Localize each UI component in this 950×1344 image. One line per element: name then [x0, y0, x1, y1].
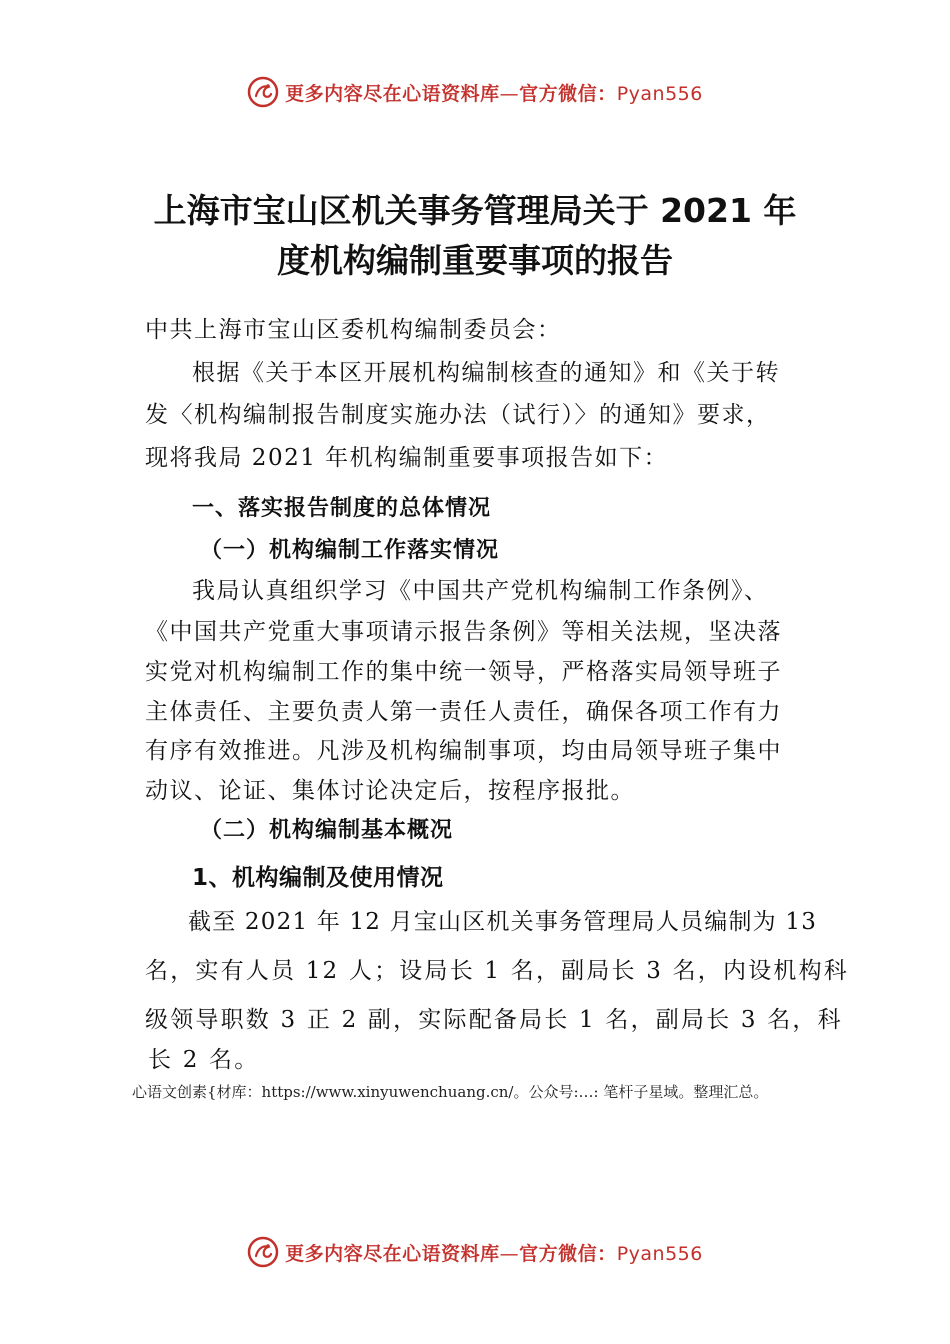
paragraph-line: 《中国共产党重大事项请示报告条例》等相关法规，坚决落 — [145, 619, 782, 645]
watermark-text: 更多内容尽在心语资料库—官方微信：Pyan556 — [285, 82, 703, 105]
paragraph-line: 截至 2021 年 12 月宝山区机关事务管理局人员编制为 13 — [188, 909, 818, 935]
paragraph-line: 实党对机构编制工作的集中统一领导，严格落实局领导班子 — [145, 659, 782, 685]
watermark-header — [0, 72, 950, 112]
paragraph-line: 我局认真组织学习《中国共产党机构编制工作条例》、 — [192, 578, 769, 604]
section-heading: 一、落实报告制度的总体情况 — [192, 496, 492, 521]
subsection-heading-2: （二）机构编制基本概况 — [200, 817, 454, 843]
paragraph-line: 动议、论证、集体讨论决定后，按程序报批。 — [145, 778, 635, 804]
salutation: 中共上海市宝山区委机构编制委员会： — [145, 317, 562, 343]
paragraph-line: 级领导职数 3 正 2 副，实际配备局长 1 名，副局长 3 名，科 — [145, 1007, 843, 1033]
document-title-line-1: 上海市宝山区机关事务管理局关于 2021 年 — [153, 191, 797, 230]
intro-line-3: 现将我局 2021 年机构编制重要事项报告如下： — [145, 445, 669, 471]
source-note: 心语文创素{材库：https://www.xinyuwenchuang.cn/。公众号:…: 笔杆子星域。整理汇总。 — [132, 1083, 769, 1101]
watermark-footer — [0, 1232, 950, 1272]
watermark-text: 更多内容尽在心语资料库—官方微信：Pyan556 — [285, 1242, 703, 1265]
document-title-line-2: 度机构编制重要事项的报告 — [277, 241, 673, 280]
paragraph-line: 主体责任、主要负责人第一责任人责任，确保各项工作有力 — [145, 699, 782, 725]
item-heading-1: 1、机构编制及使用情况 — [192, 865, 444, 891]
intro-line-1: 根据《关于本区开展机构编制核查的通知》和《关于转 — [192, 360, 780, 386]
swan-logo-icon — [247, 1236, 279, 1268]
intro-line-2: 发〈机构编制报告制度实施办法（试行）〉的通知》要求， — [145, 402, 771, 428]
paragraph-line: 名，实有人员 12 人；设局长 1 名，副局长 3 名，内设机构科 — [145, 958, 849, 984]
swan-logo-icon — [247, 76, 279, 108]
subsection-heading-1: （一）机构编制工作落实情况 — [200, 537, 500, 563]
paragraph-line: 长 2 名。 — [148, 1047, 260, 1073]
paragraph-line: 有序有效推进。凡涉及机构编制事项，均由局领导班子集中 — [145, 738, 782, 764]
